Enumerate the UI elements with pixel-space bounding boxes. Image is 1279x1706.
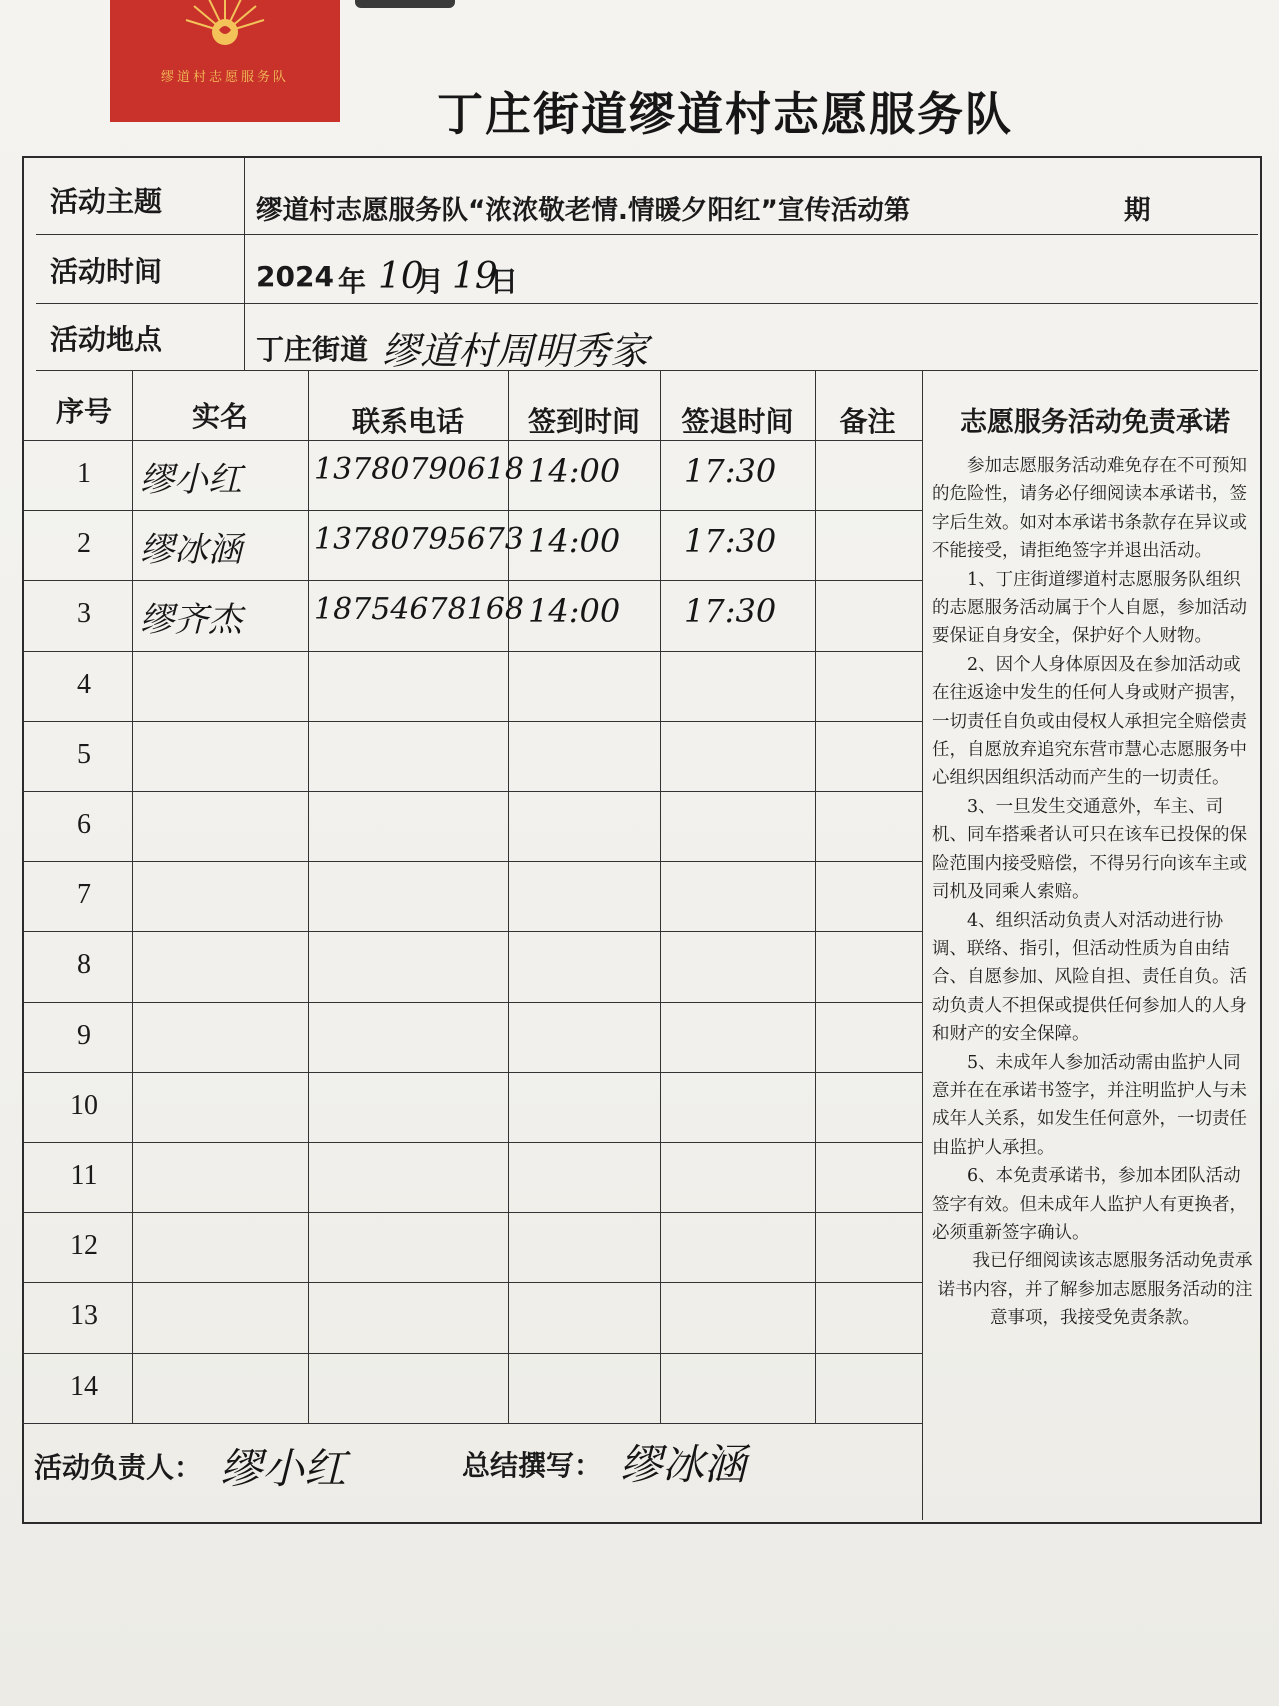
sunburst-icon [180, 0, 270, 52]
column-rule [815, 370, 816, 1423]
row-number: 13 [70, 1300, 98, 1332]
row-signin: 14:00 [528, 452, 621, 490]
time-day: 19 [452, 256, 498, 297]
row-rule [22, 931, 922, 932]
row-rule [22, 1282, 922, 1283]
row-phone: 13780790618 [314, 452, 524, 487]
row-number: 14 [70, 1370, 98, 1402]
time-month: 10 [378, 256, 424, 297]
row-rule [22, 440, 922, 441]
row-rule [22, 721, 922, 722]
waiver-paragraph: 4、组织活动负责人对活动进行协调、联络、指引，但活动性质为自由结合、自愿参加、风险自担、责任自负。活动负责人不担保或提供任何参加人的人身和财产的安全保障。 [932, 910, 1247, 1045]
time-month-unit: 月 [416, 265, 445, 298]
row-phone: 18754678168 [314, 592, 524, 628]
row-number: 2 [77, 528, 91, 560]
leader-label: 活动负责人： [34, 1451, 203, 1484]
theme-label: 活动主题 [50, 185, 163, 218]
rule [36, 303, 1258, 304]
row-number: 4 [77, 668, 91, 700]
waiver-title: 志愿服务活动免责承诺 [960, 407, 1230, 438]
column-rule [660, 370, 661, 1423]
place-handwritten: 缪道村周明秀家 [382, 329, 649, 373]
row-number: 1 [77, 458, 91, 489]
time-year: 2024 [256, 260, 334, 293]
row-number: 6 [77, 809, 91, 840]
row-rule [22, 1212, 922, 1213]
leader-signature: 缪小红 [220, 1444, 347, 1493]
time-year-unit: 年 [338, 265, 367, 298]
waiver-agreement: 我已仔细阅读该志愿服务活动免责承诺书内容，并了解参加志愿服务活动的注意事项，我接受免责条款。 [937, 1251, 1253, 1329]
place-label: 活动地点 [50, 323, 163, 356]
row-number: 9 [77, 1019, 91, 1051]
rule [36, 234, 1258, 235]
row-number: 7 [77, 879, 91, 911]
writer-signature: 缪冰涵 [620, 1440, 747, 1489]
logo-text: 缪道村志愿服务队 [160, 70, 289, 85]
header-signout: 签退时间 [681, 405, 794, 438]
column-rule [922, 370, 923, 1520]
row-number: 3 [77, 598, 91, 630]
row-number: 10 [70, 1089, 98, 1121]
row-signout: 17:30 [684, 522, 777, 561]
header-note: 备注 [839, 405, 896, 438]
row-signout: 17:30 [684, 452, 777, 490]
column-rule [132, 370, 133, 1423]
waiver-paragraph: 2、因个人身体原因及在参加活动或在往返途中发生的任何人身或财产损害，一切责任自负或由侵权人承担完全赔偿责任，自愿放弃追究东营市慧心志愿服务中心组织因组织活动而产生的一切责任。 [932, 654, 1247, 789]
waiver-paragraph: 5、未成年人参加活动需由监护人同意并在在承诺书签字，并注明监护人与未成年人关系，如发生任何意外，一切责任由监护人承担。 [932, 1052, 1247, 1158]
waiver-paragraph: 参加志愿服务活动难免存在不可预知的危险性，请务必仔细阅读本承诺书，签字后生效。如对本承诺书条款存在异议或不能接受，请拒绝签字并退出活动。 [932, 456, 1247, 562]
column-rule [308, 370, 309, 1423]
row-rule [22, 1002, 922, 1003]
row-number: 5 [77, 738, 91, 770]
place-printed: 丁庄街道 [256, 333, 369, 366]
theme-period: 期 [1124, 195, 1151, 226]
team-logo [110, 0, 340, 122]
page-title: 丁庄街道缪道村志愿服务队 [437, 87, 1013, 141]
waiver-paragraph: 1、丁庄街道缪道村志愿服务队组织的志愿服务活动属于个人自愿，参加活动要保证自身安全，保护好个人财物。 [932, 569, 1247, 647]
row-rule [22, 1353, 922, 1354]
top-shadow [355, 0, 455, 8]
time-label: 活动时间 [50, 255, 163, 288]
rule [244, 158, 245, 370]
row-rule [22, 791, 922, 792]
header-signin: 签到时间 [527, 405, 640, 438]
row-name: 缪冰涵 [140, 530, 242, 571]
row-rule [22, 580, 922, 581]
header-no: 序号 [55, 395, 112, 428]
header-phone: 联系电话 [351, 405, 464, 438]
row-name: 缪齐杰 [140, 600, 242, 641]
row-rule [22, 651, 922, 652]
row-rule [22, 510, 922, 511]
row-rule [22, 1142, 922, 1143]
row-signin: 14:00 [528, 592, 621, 631]
row-number: 11 [70, 1160, 98, 1191]
waiver-paragraph: 6、本免责承诺书，参加本团队活动签字有效。但未成年人监护人有更换者，必须重新签字确认。 [932, 1166, 1247, 1243]
waiver-paragraph: 3、一旦发生交通意外，车主、司机、同车搭乘者认可只在该车已投保的保险范围内接受赔偿，不得另行向该车主或司机及同乘人索赔。 [932, 796, 1247, 903]
row-number: 8 [77, 949, 91, 981]
row-rule [22, 861, 922, 862]
theme-value: 缪道村志愿服务队“浓浓敬老情.情暖夕阳红”宣传活动第 [256, 195, 911, 226]
time-day-unit: 日 [490, 265, 519, 298]
footer-rule [22, 1423, 922, 1424]
row-name: 缪小红 [140, 460, 242, 500]
row-number: 12 [70, 1230, 98, 1262]
row-signout: 17:30 [684, 592, 777, 631]
waiver-body [932, 452, 1258, 1333]
row-rule [22, 1072, 922, 1073]
row-phone: 13780795673 [314, 522, 524, 558]
row-signin: 14:00 [528, 522, 621, 561]
writer-label: 总结撰写： [462, 1449, 603, 1482]
header-name: 实名 [191, 400, 248, 433]
